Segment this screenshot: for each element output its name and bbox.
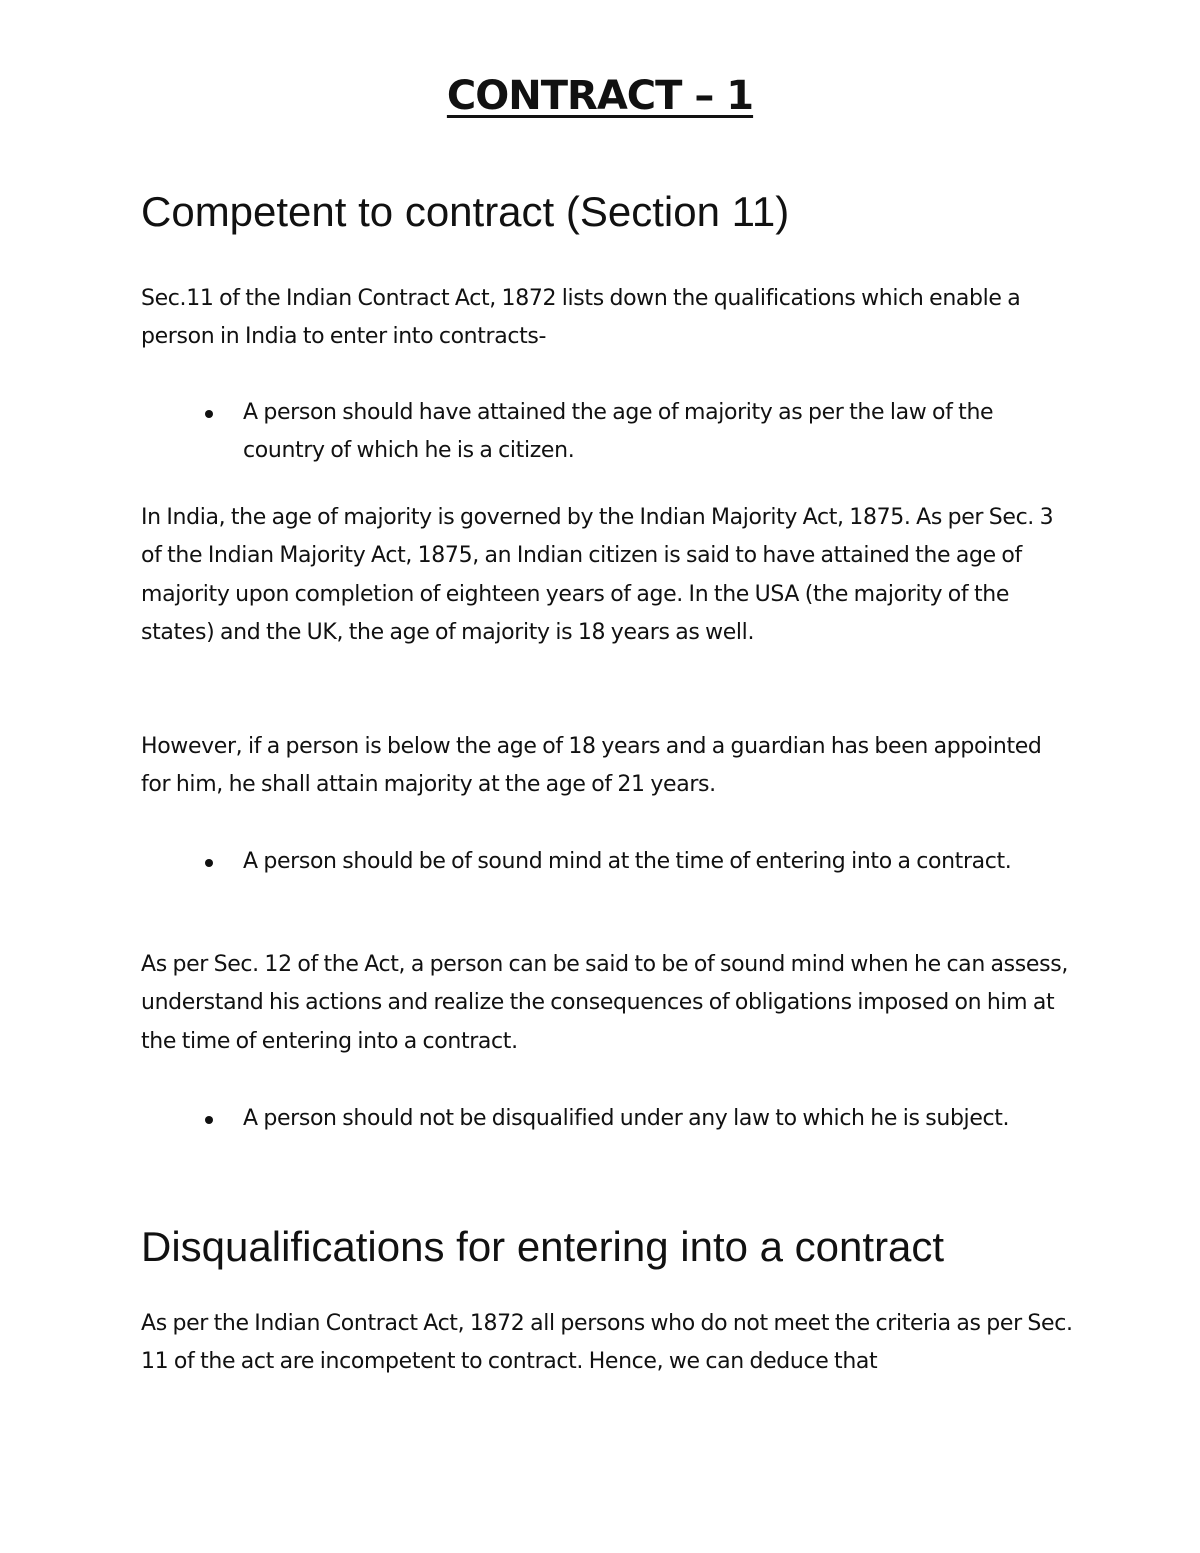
bullet-icon: [205, 410, 213, 418]
list-item: [141, 843, 1076, 881]
section-heading-disqualifications: Disqualifications for entering into a contract: [141, 1223, 945, 1270]
section-heading-competent: Competent to contract (Section 11): [141, 188, 790, 235]
bullet-text: A person should be of sound mind at the time of entering into a contract.: [243, 849, 1012, 874]
document-title-text: CONTRACT – 1: [446, 73, 754, 119]
paragraph-age-of-majority: In India, the age of majority is governed by the Indian Majority Act, 1875. As per Sec. 3 of the Indian Majority Act, 1875, an Indian citizen is said to have attained the age of majority upon completion of eighteen years of age. In the USA (the majority of the states) and the UK, the age of majority is 18 years as well.: [141, 505, 1054, 645]
paragraph-guardian: However, if a person is below the age of 18 years and a guardian has been appointed for him, he shall attain majority at the age of 21 years.: [141, 734, 1042, 798]
paragraph-disqualifications: As per the Indian Contract Act, 1872 all persons who do not meet the criteria as per Sec. 11 of the act are incompetent to contract. Hence, we can deduce that: [141, 1311, 1073, 1375]
bullet-icon: [205, 1116, 213, 1124]
bullet-list-sound-mind: [141, 843, 1076, 881]
paragraph-sound-mind: As per Sec. 12 of the Act, a person can be said to be of sound mind when he can assess, understand his actions and realize the consequences of obligations imposed on him at the time of entering into a contract.: [141, 952, 1068, 1054]
bullet-text: A person should not be disqualified under any law to which he is subject.: [243, 1106, 1010, 1131]
paragraph-intro: Sec.11 of the Indian Contract Act, 1872 lists down the qualifications which enable a person in India to enter into contracts-: [141, 286, 1021, 350]
bullet-list-majority: [141, 394, 1076, 471]
bullet-icon: [205, 859, 213, 867]
list-item: [141, 394, 1076, 471]
document-title: [0, 68, 1200, 124]
bullet-text: A person should have attained the age of majority as per the law of the country of which he is a citizen.: [243, 400, 994, 464]
bullet-list-disqualified: [141, 1100, 1076, 1138]
list-item: [141, 1100, 1076, 1138]
